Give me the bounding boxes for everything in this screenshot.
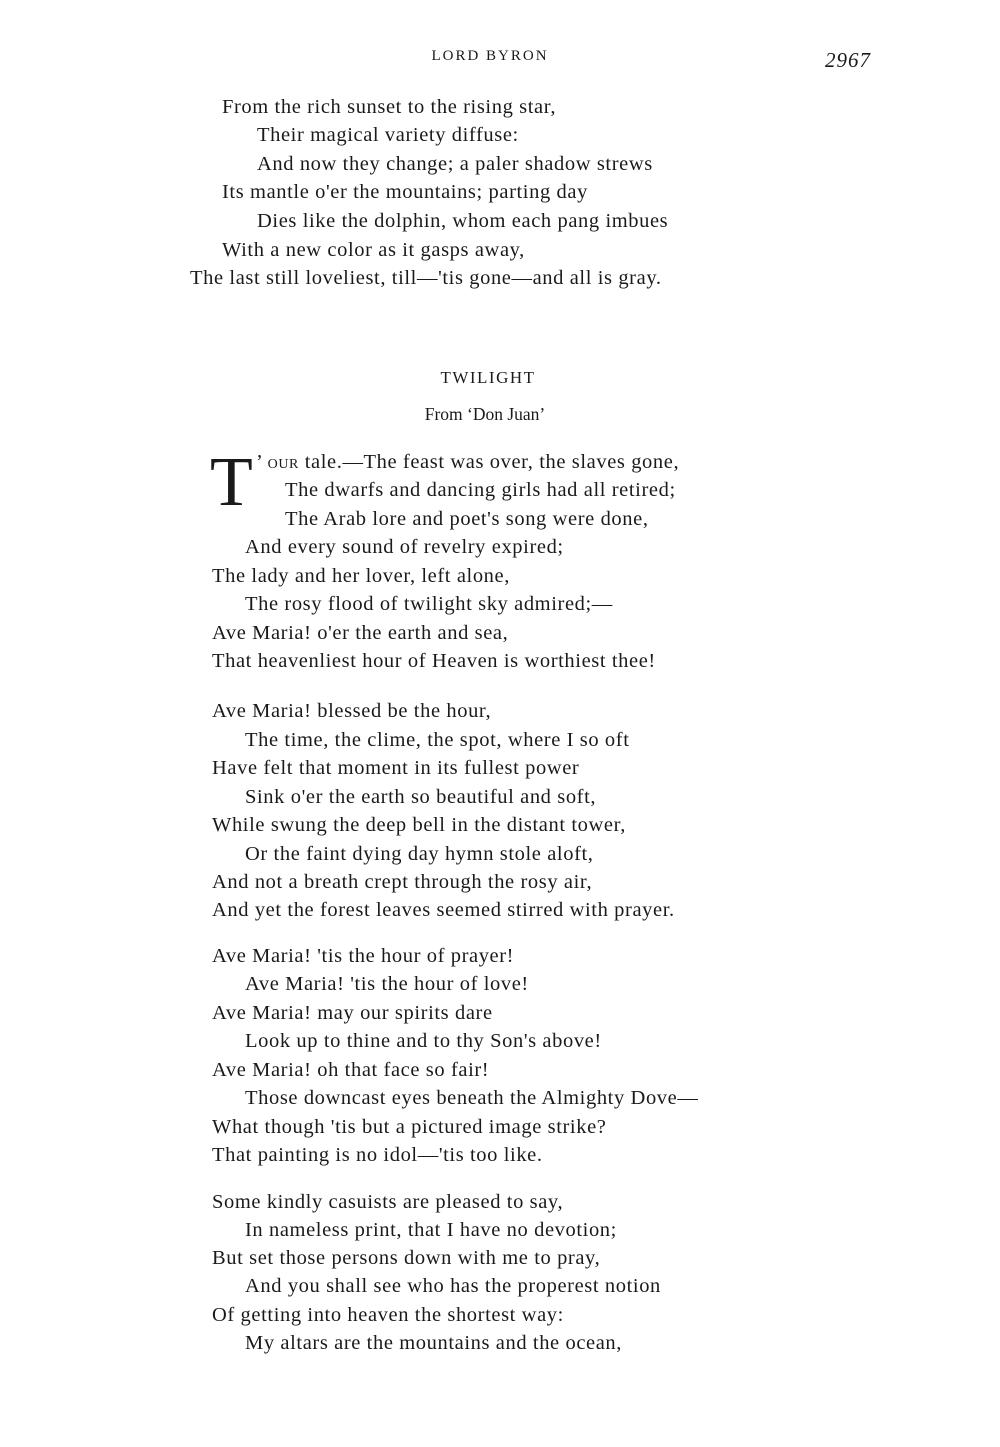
drop-cap: T — [210, 444, 253, 521]
poem-line: That heavenliest hour of Heaven is worthiest thee! — [212, 650, 656, 672]
poem-line: And you shall see who has the properest notion — [245, 1275, 661, 1297]
poem-line: Or the faint dying day hymn stole aloft, — [245, 843, 594, 865]
poem-line: The lady and her lover, left alone, — [212, 565, 510, 587]
first-line-apostrophe: ’ — [256, 451, 262, 473]
intro-line: Its mantle o'er the mountains; parting day — [222, 181, 588, 203]
poem-source: From ‘Don Juan’ — [424, 404, 546, 424]
first-line-smallcaps: our — [267, 451, 299, 473]
intro-line: The last still loveliest, till—'tis gone—and all is gray. — [190, 267, 662, 289]
poem-line: In nameless print, that I have no devotion; — [245, 1219, 617, 1241]
poem-line: And not a breath crept through the rosy air, — [212, 871, 593, 893]
poem-line: Ave Maria! 'tis the hour of love! — [245, 973, 529, 995]
poem-line: Ave Maria! o'er the earth and sea, — [212, 622, 509, 644]
intro-line: With a new color as it gasps away, — [222, 239, 525, 261]
poem-line: Those downcast eyes beneath the Almighty Dove— — [245, 1087, 699, 1109]
poem-line: And yet the forest leaves seemed stirred with prayer. — [212, 899, 675, 921]
poem-line: That painting is no idol—'tis too like. — [212, 1144, 543, 1166]
running-head: LORD BYRON — [431, 48, 549, 64]
poem-line: While swung the deep bell in the distant tower, — [212, 814, 626, 836]
poem-line: Ave Maria! may our spirits dare — [212, 1002, 493, 1024]
poem-line: The dwarfs and dancing girls had all retired; — [285, 479, 676, 501]
poem-line: The time, the clime, the spot, where I so oft — [245, 729, 630, 751]
poem-line: Ave Maria! 'tis the hour of prayer! — [212, 945, 515, 967]
poem-line: Have felt that moment in its fullest power — [212, 757, 580, 779]
poem-line: My altars are the mountains and the ocean, — [245, 1332, 622, 1354]
first-line-rest: tale.—The feast was over, the slaves gone, — [299, 451, 680, 473]
poem-title: TWILIGHT — [440, 368, 536, 387]
poem-line: What though 'tis but a pictured image strike? — [212, 1116, 607, 1138]
intro-line: Their magical variety diffuse: — [257, 124, 519, 146]
poem-line: Ave Maria! blessed be the hour, — [212, 700, 492, 722]
first-line — [256, 448, 679, 476]
poem-line: And every sound of revelry expired; — [245, 536, 564, 558]
poem-line: Look up to thine and to thy Son's above! — [245, 1030, 602, 1052]
poem-line: Some kindly casuists are pleased to say, — [212, 1191, 564, 1213]
poem-line: Of getting into heaven the shortest way: — [212, 1304, 564, 1326]
poem-line: The Arab lore and poet's song were done, — [285, 508, 649, 530]
poem-line: The rosy flood of twilight sky admired;— — [245, 593, 613, 615]
intro-line: From the rich sunset to the rising star, — [222, 96, 557, 118]
poem-line: Ave Maria! oh that face so fair! — [212, 1059, 490, 1081]
intro-line: Dies like the dolphin, whom each pang imbues — [257, 210, 669, 232]
intro-line: And now they change; a paler shadow strews — [257, 153, 653, 175]
poem-line: But set those persons down with me to pray, — [212, 1247, 601, 1269]
poem-line: Sink o'er the earth so beautiful and soft, — [245, 786, 597, 808]
page-number: 2967 — [825, 48, 871, 72]
